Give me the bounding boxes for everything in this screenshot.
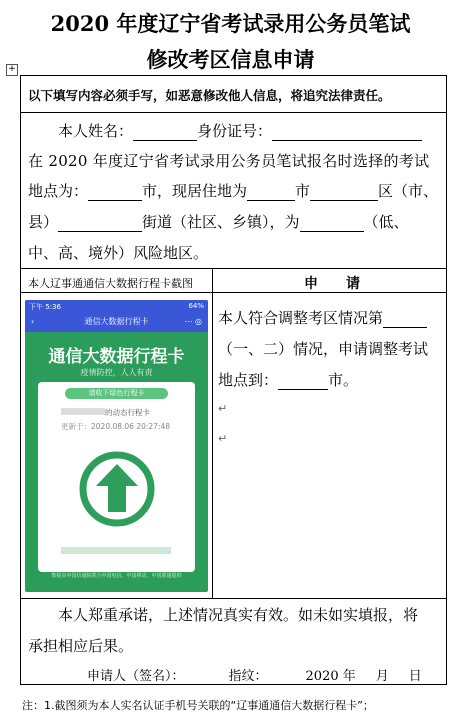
status-battery: 64%: [188, 302, 204, 310]
name-label: 本人姓名： 身份证号：: [58, 120, 422, 141]
apply-line-1: 本人符合调整考区情况第: [218, 307, 427, 328]
row-divider: [20, 292, 447, 293]
trip-record-blurred: [61, 547, 171, 554]
exam-sentence-line: 在 2020 年度辽宁省考试录用公务员笔试报名时选择的考试: [28, 152, 430, 170]
title-line-1: 2020 年度辽宁省考试录用公务员笔试: [50, 11, 411, 36]
card-updated-line: 更新于：2020.08.06 20:27:48: [61, 422, 171, 431]
row-divider: [20, 112, 447, 113]
more-icon: ⋯ ◎: [184, 317, 202, 326]
location-line: 地点为： 市，现居住地为 市 区（市、: [28, 182, 439, 200]
notice-text: 以下填写内容必须手写，如恶意修改他人信息，将追究法律责任。: [28, 88, 391, 103]
green-card-pill: 请收下绿色行程卡: [65, 388, 168, 399]
signature-line: 申请人（签名）： 指纹： 2020 年 月 日: [87, 669, 422, 684]
paragraph-mark-icon: ↵: [218, 432, 228, 445]
promise-line-1: 本人郑重承诺，上述情况真实有效。如未如实填报，将: [58, 606, 419, 624]
row-divider: [20, 268, 447, 269]
footnote: 注：1.截图须为本人实名认证手机号关联的“辽事通通信大数据行程卡”；: [22, 699, 374, 712]
back-arrow-icon: ‹: [31, 317, 35, 326]
card-big-title: 通信大数据行程卡: [48, 347, 185, 367]
row-divider: [20, 598, 447, 599]
travel-card-screenshot: [25, 300, 208, 592]
table-move-handle-icon[interactable]: +: [6, 64, 18, 76]
apply-line-2: （一、二）情况，申请调整考试: [218, 340, 429, 358]
phone-status-bar: [25, 300, 208, 312]
title-line-2: 修改考区信息申请: [146, 47, 315, 72]
app-bar-title: 通信大数据行程卡: [84, 317, 149, 326]
card-owner-line: 的动态行程卡: [61, 407, 150, 418]
apply-header: 申 请: [304, 276, 360, 292]
promise-line-2: 承担相应后果。: [28, 637, 134, 655]
card-footer-text: 数据由中国信通院联合中国电信、中国移动、中国联通提供: [51, 573, 182, 579]
street-line: 县） 街道（社区、乡镇），为 （低、: [28, 213, 409, 231]
status-time: 下午 5:36: [29, 303, 61, 311]
paragraph-mark-icon: ↵: [218, 402, 228, 415]
apply-line-3: 地点到： 市。: [218, 371, 359, 389]
card-slogan: 疫情防控，人人有责: [80, 368, 153, 377]
screenshot-header: 本人辽事通通信大数据行程卡截图: [28, 277, 193, 290]
column-divider: [212, 268, 213, 598]
green-up-arrow-icon: [78, 450, 156, 528]
app-bar: [25, 312, 208, 332]
risk-line: 中、高、境外）风险地区。: [28, 244, 209, 262]
